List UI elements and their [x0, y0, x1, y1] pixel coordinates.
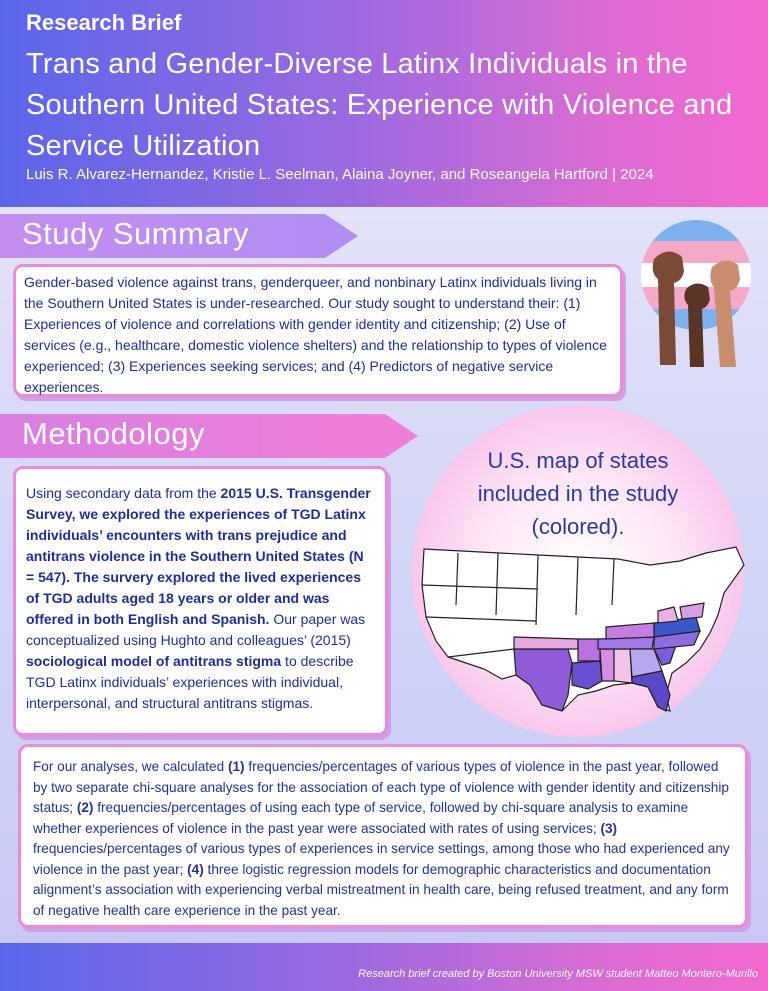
study-summary-heading: Study Summary: [22, 216, 250, 251]
methodology-text-2: Our paper was conceptualized using Hughto and colleagues’ (2015): [26, 611, 366, 648]
brief-label: Research Brief: [26, 10, 182, 35]
methodology-bold-1: 2015 U.S. Transgender Survey, we explored the experiences of TGD Latinx individuals’ encounters with trans prejudice and antitrans violence in the Southern United States (N = 547). The survery explored the lived experiences of TGD adults aged 18 years or older and was offered in both English and Spanish.: [26, 485, 371, 627]
analysis-number-3: (3): [600, 820, 618, 836]
methodology-text-3: to describe TGD Latinx individuals’ experiences with individual, interpersonal, and structural antitrans stigmas.: [26, 653, 354, 711]
methodology-banner: [0, 414, 420, 458]
analysis-text-5: three logistic regression models for demographic characteristics and documentation alignment’s association with experiencing verbal mistreatment in health care, being refused treatment, and any form of negative health care experience in the past year.: [33, 861, 729, 918]
study-summary-banner: [0, 214, 360, 258]
methodology-box: [13, 466, 388, 736]
methodology-text-1: Using secondary data from the: [26, 485, 221, 501]
analysis-number-4: (4): [187, 861, 204, 877]
methodology-heading: Methodology: [22, 416, 206, 451]
analysis-text-2: frequencies/percentages of various types of violence in the past year, followed by two separate chi-square analyses for the association of each type of violence with gender identity and citizenship status;: [33, 759, 729, 815]
methodology-bold-2: sociological model of antitrans stigma: [26, 653, 282, 669]
analysis-number-2: (2): [76, 800, 94, 815]
analysis-box: [18, 744, 748, 928]
us-states-map: [418, 545, 748, 715]
footer-credit: Research brief created by Boston University MSW student Matteo Montero-Murillo: [358, 968, 758, 980]
trans-flag-fists-icon: [640, 219, 752, 369]
analysis-number-1: (1): [227, 759, 245, 774]
study-summary-box: [13, 264, 623, 397]
analysis-text-3: frequencies/percentages of using each type of service, followed by chi-square analysis to examine whether experiences of violence in the past year were associated with rates of using services;: [33, 800, 689, 836]
page-title: Trans and Gender-Diverse Latinx Individuals in the Southern United States: Experience with Violence and Service Utilization: [26, 48, 733, 162]
authors-line: Luis R. Alvarez-Hernandez, Kristie L. Seelman, Alaina Joyner, and Roseangela Hartford | 2024: [26, 166, 654, 183]
map-caption: U.S. map of states included in the study (colored).: [477, 448, 679, 539]
study-summary-text: Gender-based violence against trans, genderqueer, and nonbinary Latinx individuals living in the Southern United States is under-researched. Our study sought to understand their: (1) Experiences of violence and correlations with gender identity and citizenship; (2) Use of services (e.g., healthcare, domestic violence shelters) and the relationship to types of violence experienced; (3) Experiences seeking services; and (4) Predictors of negative service experiences.: [24, 274, 607, 395]
analysis-text-1: For our analyses, we calculated: [33, 759, 228, 774]
header-banner: [0, 0, 768, 207]
footer-banner: [0, 943, 768, 991]
analysis-text-4: frequencies/percentages of various types of experiences in service settings, among those who had experienced any violence in the past year;: [33, 841, 730, 877]
